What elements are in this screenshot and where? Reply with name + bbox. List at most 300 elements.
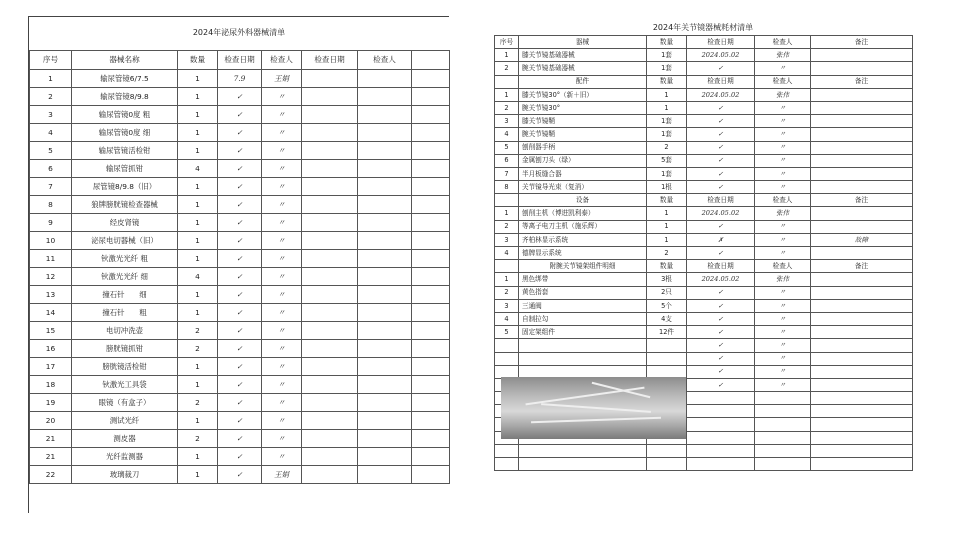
blank-cell — [495, 444, 519, 457]
check-date-2 — [302, 304, 358, 322]
checker: 〃 — [755, 62, 811, 75]
col-header: 检查人 — [755, 75, 811, 88]
checker: 〃 — [262, 250, 302, 268]
row-number: 11 — [30, 250, 72, 268]
quantity: 1 — [647, 220, 687, 233]
check-date: ✓ — [218, 124, 262, 142]
checker: 王娟 — [262, 70, 302, 88]
table-row — [30, 124, 450, 142]
row-number: 18 — [30, 376, 72, 394]
check-date: ✓ — [218, 466, 262, 484]
check-date: ✓ — [687, 128, 755, 141]
urology-sheet — [28, 16, 449, 513]
quantity: 1套 — [647, 167, 687, 180]
blank-cell — [412, 250, 450, 268]
table-row — [30, 214, 450, 232]
quantity: 1 — [647, 101, 687, 114]
row-number: 15 — [30, 322, 72, 340]
note — [811, 128, 913, 141]
table-row — [495, 299, 913, 312]
col-header: 检查人 — [262, 51, 302, 70]
table-row — [495, 181, 913, 194]
checker: 〃 — [262, 376, 302, 394]
quantity: 1 — [178, 376, 218, 394]
checker: 〃 — [262, 196, 302, 214]
check-date: ✓ — [687, 115, 755, 128]
row-number: 5 — [495, 141, 519, 154]
item-name: 金属刨刀头（绿） — [519, 154, 647, 167]
col-header: 检查日期 — [687, 260, 755, 273]
note — [811, 326, 913, 339]
blank-cell — [687, 418, 755, 431]
col-header: 检查人 — [358, 51, 412, 70]
quantity: 2 — [647, 247, 687, 260]
instrument-name: 电切冲洗壶 — [72, 322, 178, 340]
blank-cell — [811, 418, 913, 431]
blank-cell — [687, 444, 755, 457]
checker: 〃 — [262, 214, 302, 232]
instrument-name: 钬激光工具袋 — [72, 376, 178, 394]
check-date: ✓ — [218, 268, 262, 286]
check-date-2 — [302, 88, 358, 106]
table-row — [30, 196, 450, 214]
checker: 〃 — [755, 339, 811, 352]
col-header — [495, 260, 519, 273]
empty-row — [495, 458, 913, 471]
table-row — [30, 250, 450, 268]
col-header: 序号 — [30, 51, 72, 70]
checker: 〃 — [755, 378, 811, 391]
quantity: 1 — [178, 448, 218, 466]
checker: 〃 — [262, 106, 302, 124]
quantity: 1根 — [647, 181, 687, 194]
blank-cell — [412, 394, 450, 412]
check-date-2 — [302, 394, 358, 412]
row-number: 19 — [30, 394, 72, 412]
checker-2 — [358, 232, 412, 250]
instrument-name: 尿管镜8/9.8（旧） — [72, 178, 178, 196]
quantity: 2 — [178, 322, 218, 340]
blank-cell — [647, 339, 687, 352]
section-header-row — [495, 75, 913, 88]
checker: 〃 — [755, 299, 811, 312]
note — [811, 49, 913, 62]
checker: 〃 — [262, 358, 302, 376]
check-date-2 — [302, 178, 358, 196]
table-row — [495, 233, 913, 246]
check-date-2 — [302, 286, 358, 304]
checker: 〃 — [262, 412, 302, 430]
note — [811, 286, 913, 299]
table-row — [495, 49, 913, 62]
checker: 〃 — [262, 178, 302, 196]
table-row — [495, 128, 913, 141]
row-number: 2 — [495, 286, 519, 299]
col-header: 备注 — [811, 194, 913, 207]
blank-cell — [519, 458, 647, 471]
check-date: 2024.05.02 — [687, 88, 755, 101]
quantity: 4支 — [647, 312, 687, 325]
check-date: ✓ — [687, 220, 755, 233]
check-date: ✗ — [687, 233, 755, 246]
row-number: 7 — [495, 167, 519, 180]
checker-2 — [358, 178, 412, 196]
quantity: 1 — [178, 466, 218, 484]
table-row — [495, 326, 913, 339]
table-row — [495, 154, 913, 167]
row-number: 1 — [495, 273, 519, 286]
quantity: 1 — [178, 142, 218, 160]
quantity: 1 — [178, 250, 218, 268]
check-date-2 — [302, 340, 358, 358]
quantity: 12件 — [647, 326, 687, 339]
note: 故障 — [811, 233, 913, 246]
check-date-2 — [302, 160, 358, 178]
checker: 张伟 — [755, 88, 811, 101]
check-date: ✓ — [218, 322, 262, 340]
blank-cell — [811, 405, 913, 418]
col-header: 检查日期 — [218, 51, 262, 70]
check-date-2 — [302, 124, 358, 142]
item-name: 等离子电刀主机（施乐辉） — [519, 220, 647, 233]
instrument-name: 输尿管镜活检钳 — [72, 142, 178, 160]
blank-cell — [687, 405, 755, 418]
section-header-row — [495, 260, 913, 273]
check-date-2 — [302, 70, 358, 88]
table-row — [495, 101, 913, 114]
col-header: 配件 — [519, 75, 647, 88]
blank-cell — [412, 322, 450, 340]
item-name: 刨削主机（博进凯利泰） — [519, 207, 647, 220]
checker-2 — [358, 196, 412, 214]
row-number: 5 — [30, 142, 72, 160]
blank-cell — [811, 444, 913, 457]
instrument-name: 输尿管镜0度 细 — [72, 124, 178, 142]
row-number: 12 — [30, 268, 72, 286]
item-name: 膝关节镜基础器械 — [519, 49, 647, 62]
check-date: ✓ — [687, 141, 755, 154]
check-date: ✓ — [218, 106, 262, 124]
note — [811, 312, 913, 325]
checker-2 — [358, 358, 412, 376]
instrument-name: 经皮肾镜 — [72, 214, 178, 232]
checker: 〃 — [755, 115, 811, 128]
quantity: 1 — [178, 106, 218, 124]
blank-cell — [495, 458, 519, 471]
check-date: 2024.05.02 — [687, 49, 755, 62]
table-row — [30, 358, 450, 376]
blank-cell — [412, 268, 450, 286]
check-date-2 — [302, 250, 358, 268]
checker: 〃 — [755, 247, 811, 260]
quantity: 1 — [647, 207, 687, 220]
blank-cell — [412, 286, 450, 304]
row-number: 3 — [495, 299, 519, 312]
row-number: 4 — [495, 128, 519, 141]
blank-cell — [755, 444, 811, 457]
col-header: 检查日期 — [302, 51, 358, 70]
check-date: 2024.05.02 — [687, 273, 755, 286]
item-name: 齐柏林显示系统 — [519, 233, 647, 246]
checker: 张伟 — [755, 273, 811, 286]
table-row — [30, 394, 450, 412]
checker: 〃 — [262, 142, 302, 160]
check-date: ✓ — [218, 376, 262, 394]
row-number: 14 — [30, 304, 72, 322]
row-number: 13 — [30, 286, 72, 304]
table-row — [495, 273, 913, 286]
blank-cell — [687, 431, 755, 444]
note — [811, 273, 913, 286]
urology-header-row — [30, 51, 450, 70]
urology-table-body — [30, 70, 450, 484]
quantity: 1 — [178, 304, 218, 322]
blank-cell — [412, 160, 450, 178]
quantity: 1 — [178, 196, 218, 214]
check-date: ✓ — [218, 358, 262, 376]
check-date: ✓ — [687, 167, 755, 180]
blank-cell — [519, 339, 647, 352]
check-date-2 — [302, 376, 358, 394]
checker-2 — [358, 412, 412, 430]
note — [811, 115, 913, 128]
checker-2 — [358, 286, 412, 304]
row-number: 5 — [495, 326, 519, 339]
quantity: 2 — [178, 394, 218, 412]
checker: 〃 — [262, 88, 302, 106]
blank-cell — [412, 304, 450, 322]
table-row — [30, 88, 450, 106]
table-row — [30, 286, 450, 304]
col-header: 检查人 — [755, 36, 811, 49]
blank-cell — [495, 352, 519, 365]
check-date-2 — [302, 322, 358, 340]
table-row — [30, 142, 450, 160]
blank-cell — [412, 214, 450, 232]
item-name: 三通阀 — [519, 299, 647, 312]
quantity: 1 — [647, 88, 687, 101]
row-number: 1 — [30, 70, 72, 88]
quantity: 1 — [178, 286, 218, 304]
quantity: 1套 — [647, 115, 687, 128]
instrument-name: 钬激光光纤 细 — [72, 268, 178, 286]
table-row — [495, 312, 913, 325]
check-date-2 — [302, 106, 358, 124]
photo-row — [495, 339, 913, 352]
check-date: ✓ — [218, 304, 262, 322]
blank-cell — [412, 340, 450, 358]
urology-table — [29, 50, 450, 484]
blank-cell — [412, 124, 450, 142]
photo-row — [495, 352, 913, 365]
blank-cell — [412, 106, 450, 124]
arthroscopy-sheet — [494, 22, 912, 516]
row-number: 8 — [30, 196, 72, 214]
quantity: 1 — [178, 70, 218, 88]
item-name: 德牌显示系统 — [519, 247, 647, 260]
blank-cell — [687, 392, 755, 405]
item-name: 黑色绑带 — [519, 273, 647, 286]
col-header: 附腕关节镜架组件明细 — [519, 260, 647, 273]
checker-2 — [358, 394, 412, 412]
note — [811, 299, 913, 312]
section-header-row — [495, 194, 913, 207]
quantity: 1 — [178, 232, 218, 250]
blank-cell — [412, 70, 450, 88]
row-number: 2 — [495, 220, 519, 233]
quantity: 2 — [178, 340, 218, 358]
note — [811, 352, 913, 365]
col-header: 备注 — [811, 75, 913, 88]
col-header: 数量 — [647, 260, 687, 273]
row-number: 4 — [495, 247, 519, 260]
checker: 〃 — [262, 286, 302, 304]
row-number: 1 — [495, 49, 519, 62]
item-name: 黄色指套 — [519, 286, 647, 299]
check-date-2 — [302, 214, 358, 232]
quantity: 5个 — [647, 299, 687, 312]
quantity: 4 — [178, 268, 218, 286]
check-date: ✓ — [218, 232, 262, 250]
note — [811, 101, 913, 114]
check-date: ✓ — [687, 299, 755, 312]
row-number: 7 — [30, 178, 72, 196]
checker: 〃 — [755, 154, 811, 167]
check-date: ✓ — [687, 378, 755, 391]
instrument-name: 测试光纤 — [72, 412, 178, 430]
blank-cell — [412, 448, 450, 466]
table-row — [30, 160, 450, 178]
blank-cell — [412, 178, 450, 196]
col-header — [495, 194, 519, 207]
table-row — [30, 340, 450, 358]
note — [811, 339, 913, 352]
item-name: 膝关节镜鞘 — [519, 115, 647, 128]
check-date: 2024.05.02 — [687, 207, 755, 220]
row-number: 17 — [30, 358, 72, 376]
checker-2 — [358, 214, 412, 232]
checker-2 — [358, 70, 412, 88]
check-date: ✓ — [218, 88, 262, 106]
col-header: 数量 — [647, 194, 687, 207]
row-number: 3 — [495, 115, 519, 128]
instrument-name: 膀胱镜抓钳 — [72, 340, 178, 358]
instrument-name: 撞石针 细 — [72, 286, 178, 304]
note — [811, 181, 913, 194]
check-date: ✓ — [687, 339, 755, 352]
col-header: 数量 — [647, 36, 687, 49]
table-row — [495, 247, 913, 260]
item-name: 自制拉勾 — [519, 312, 647, 325]
quantity: 1 — [178, 178, 218, 196]
item-name: 刨削器手柄 — [519, 141, 647, 154]
col-header: 备注 — [811, 260, 913, 273]
check-date-2 — [302, 268, 358, 286]
table-row — [495, 88, 913, 101]
check-date: ✓ — [687, 286, 755, 299]
blank-cell — [412, 412, 450, 430]
row-number: 2 — [495, 62, 519, 75]
check-date-2 — [302, 232, 358, 250]
note — [811, 378, 913, 391]
row-number: 1 — [495, 88, 519, 101]
checker-2 — [358, 340, 412, 358]
blank-cell — [755, 431, 811, 444]
instrument-name: 测皮器 — [72, 430, 178, 448]
blank-cell — [811, 431, 913, 444]
item-name: 腕关节镜鞘 — [519, 128, 647, 141]
col-header: 检查日期 — [687, 36, 755, 49]
blank-cell — [687, 458, 755, 471]
blank-cell — [412, 142, 450, 160]
checker-2 — [358, 466, 412, 484]
check-date: ✓ — [687, 365, 755, 378]
table-row — [30, 412, 450, 430]
check-date: ✓ — [218, 214, 262, 232]
check-date: ✓ — [218, 196, 262, 214]
table-row — [495, 62, 913, 75]
quantity: 1 — [647, 233, 687, 246]
quantity: 2 — [647, 141, 687, 154]
note — [811, 220, 913, 233]
check-date-2 — [302, 196, 358, 214]
check-date: ✓ — [687, 312, 755, 325]
checker: 〃 — [755, 365, 811, 378]
check-date: ✓ — [687, 247, 755, 260]
checker: 〃 — [755, 286, 811, 299]
checker-2 — [358, 304, 412, 322]
check-date: ✓ — [218, 160, 262, 178]
table-row — [495, 207, 913, 220]
col-header: 检查日期 — [687, 75, 755, 88]
urology-sheet-title: 2024年泌尿外科器械清单 — [192, 28, 286, 37]
note — [811, 365, 913, 378]
checker: 〃 — [262, 448, 302, 466]
row-number: 6 — [495, 154, 519, 167]
blank-cell — [811, 458, 913, 471]
empty-row — [495, 444, 913, 457]
checker: 张伟 — [755, 207, 811, 220]
check-date: ✓ — [218, 340, 262, 358]
instrument-name: 输尿管抓钳 — [72, 160, 178, 178]
row-number: 3 — [495, 233, 519, 246]
note — [811, 62, 913, 75]
check-date: ✓ — [218, 394, 262, 412]
checker: 〃 — [262, 322, 302, 340]
table-row — [30, 70, 450, 88]
blank-cell — [519, 352, 647, 365]
checker: 〃 — [262, 232, 302, 250]
blank-cell — [412, 88, 450, 106]
check-date-2 — [302, 466, 358, 484]
table-row — [30, 448, 450, 466]
col-header-blank — [412, 51, 450, 70]
note — [811, 207, 913, 220]
checker: 〃 — [262, 430, 302, 448]
checker-2 — [358, 376, 412, 394]
checker: 〃 — [262, 160, 302, 178]
col-header: 器械 — [519, 36, 647, 49]
table-row — [30, 430, 450, 448]
table-row — [495, 141, 913, 154]
quantity: 4 — [178, 160, 218, 178]
table-row — [495, 220, 913, 233]
blank-cell — [647, 444, 687, 457]
checker-2 — [358, 142, 412, 160]
blank-cell — [412, 232, 450, 250]
row-number: 4 — [495, 312, 519, 325]
blank-cell — [755, 405, 811, 418]
